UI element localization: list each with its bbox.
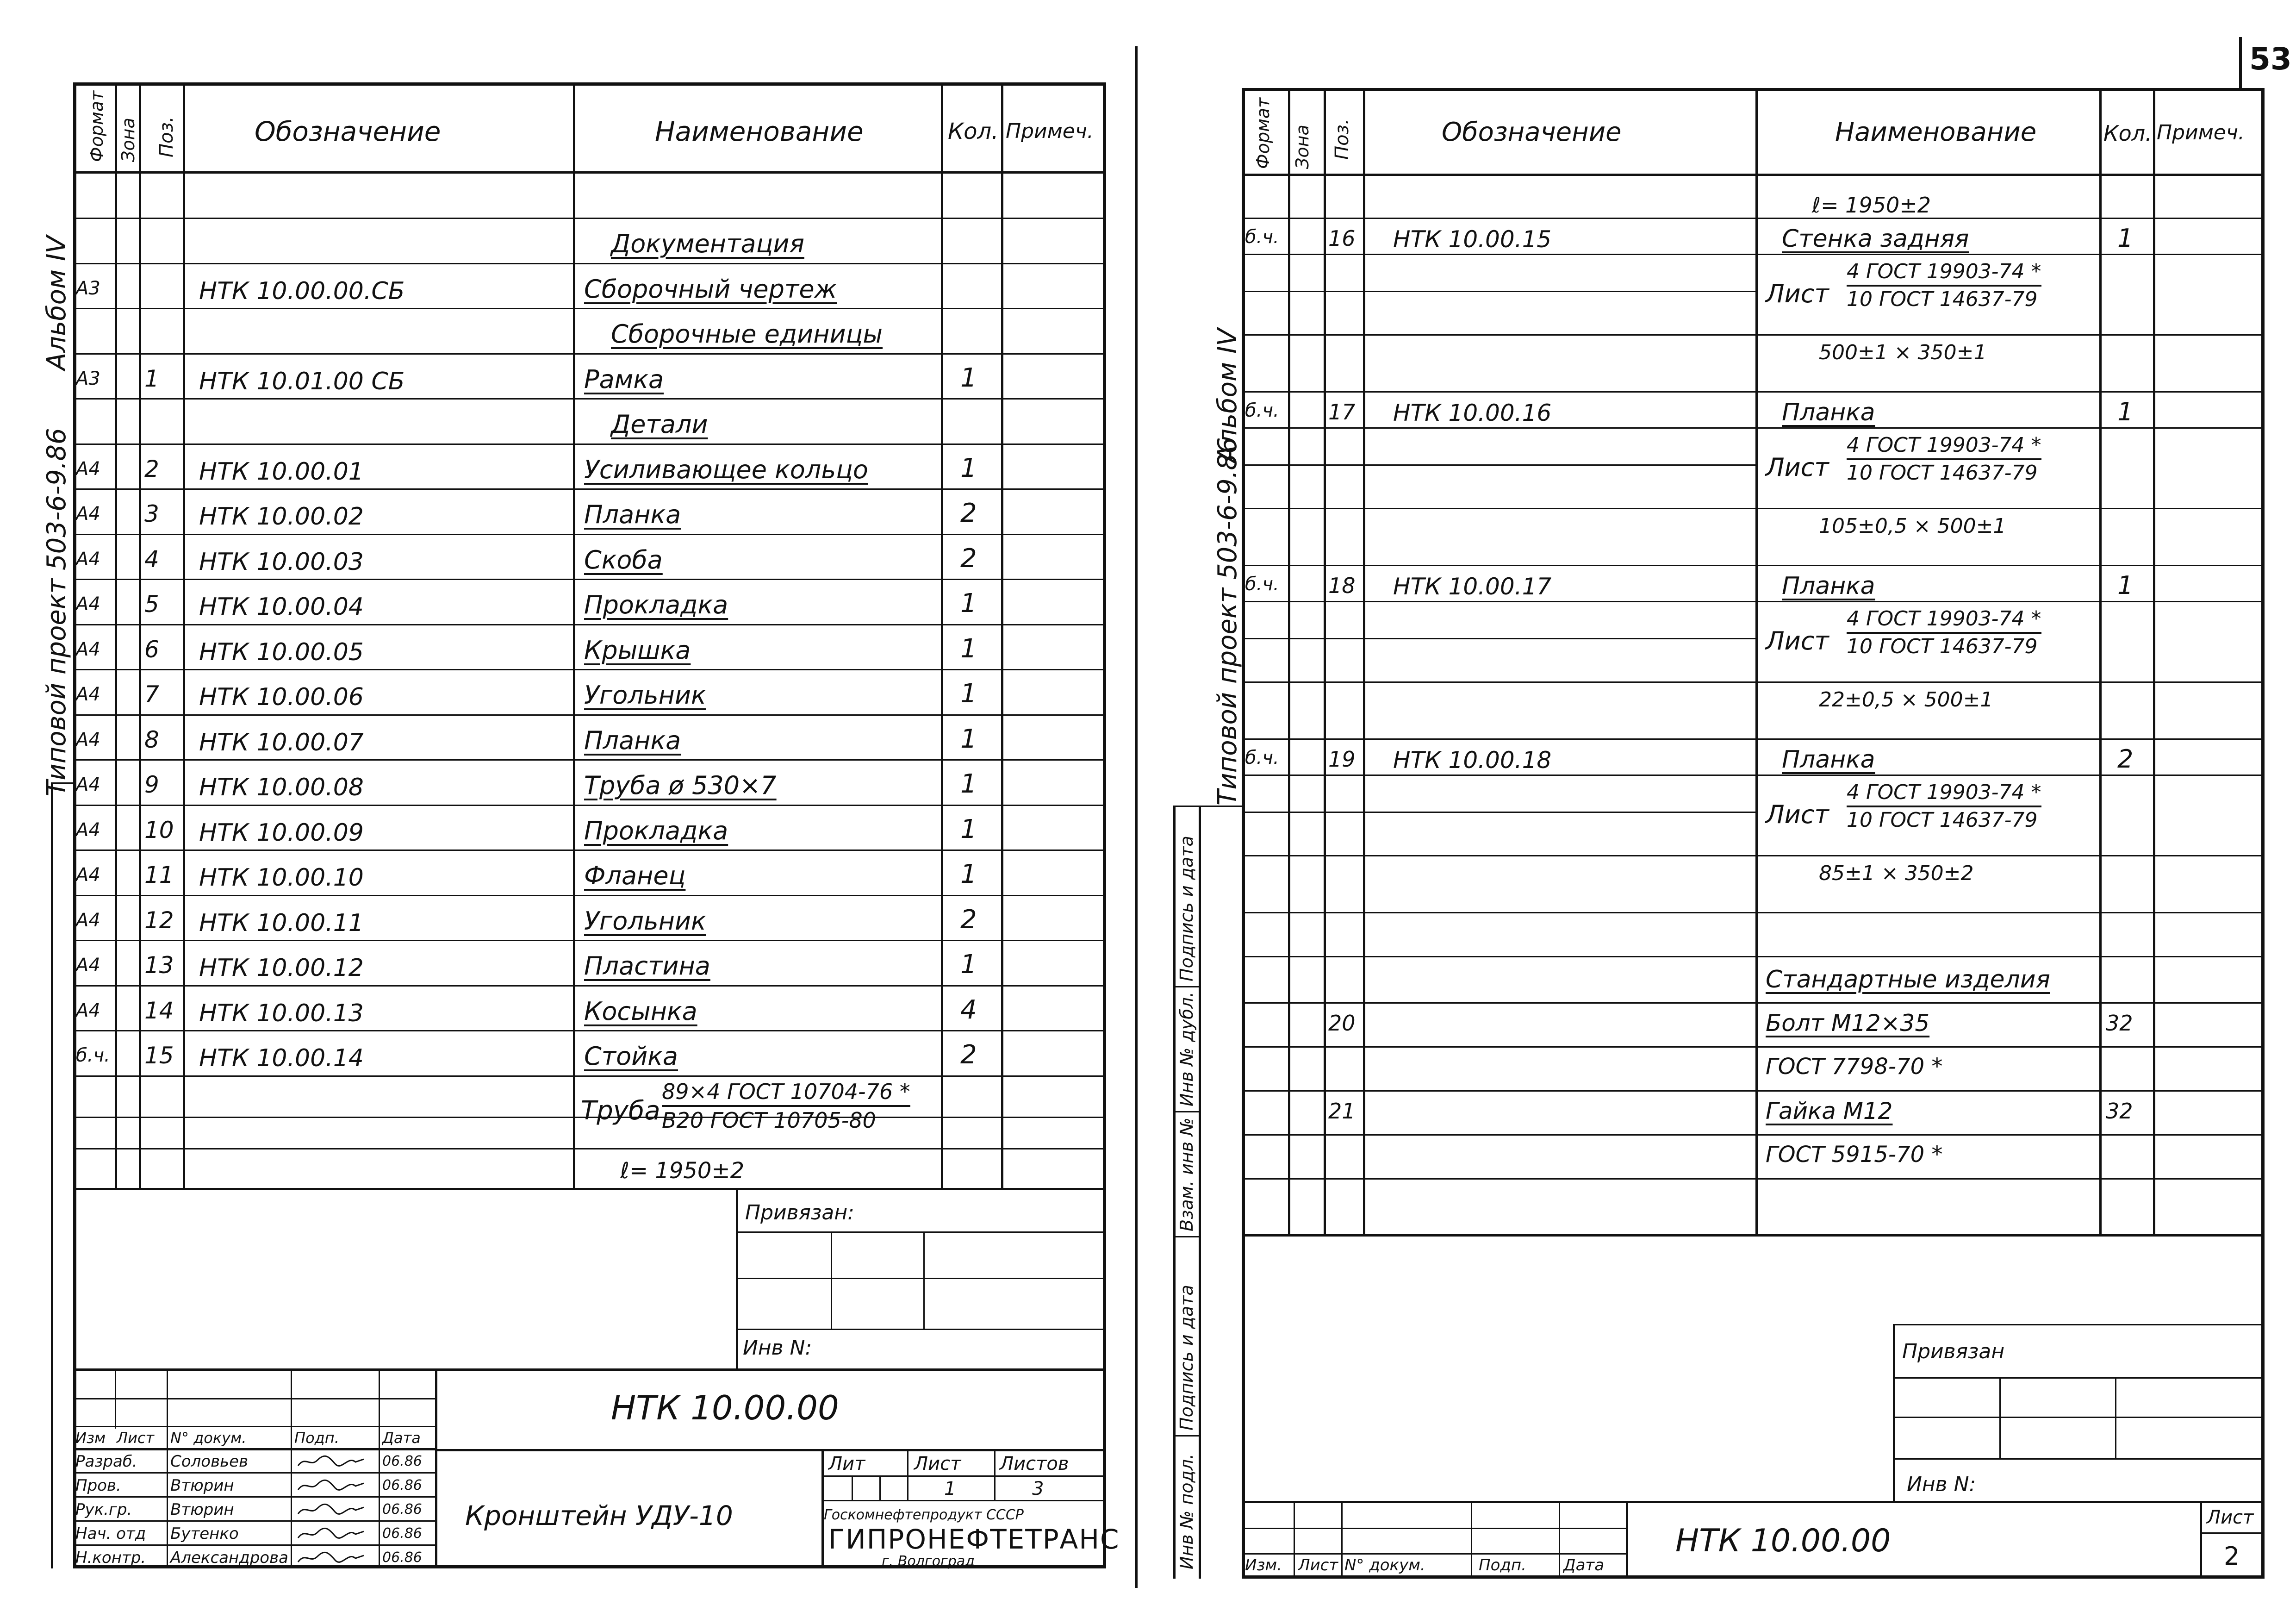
row-oboznachenie: НТК 10.00.11 (199, 909, 364, 937)
signature-date: 06.86 (382, 1453, 422, 1469)
row-oboznachenie: НТК 10.00.06 (199, 683, 364, 711)
row-naimenovanie: Планка (584, 500, 681, 529)
item-material-num: 4 ГОСТ 19903-74 * (1847, 782, 2041, 807)
item-oboznachenie: НТК 10.00.15 (1393, 226, 1552, 253)
row-format: А4 (76, 864, 100, 886)
row-naimenovanie: Косынка (584, 996, 697, 1026)
row-kol: 1 (960, 453, 977, 483)
row-kol: 1 (960, 362, 977, 393)
row-format: А4 (76, 593, 100, 615)
side-podpis-data-2: Подпись и дата (1176, 1285, 1197, 1430)
signature-name: Бутенко (170, 1524, 239, 1543)
row-poz: 5 (144, 591, 159, 618)
std-item-poz: 20 (1328, 1011, 1356, 1036)
row-oboznachenie: НТК 10.00.08 (199, 774, 364, 801)
stamp2-izm: Изм. (1245, 1556, 1282, 1574)
signature-role: Разраб. (75, 1452, 137, 1471)
sheet1-doc-code: НТК 10.00.00 (611, 1388, 839, 1427)
row-naimenovanie: Крышка (584, 635, 691, 665)
item-material-den: 10 ГОСТ 14637-79 (1847, 461, 2038, 485)
item-material-num: 4 ГОСТ 19903-74 * (1847, 609, 2041, 634)
row-oboznachenie: НТК 10.00.02 (199, 503, 364, 531)
row-kol: 2 (960, 904, 977, 935)
truba-den: В20 ГОСТ 10705-80 (662, 1108, 876, 1133)
row-poz: 1 (144, 365, 159, 392)
header-oboznachenie: Обозначение (255, 116, 441, 147)
signature-name: Втюрин (170, 1476, 234, 1495)
row-format: А4 (76, 684, 100, 705)
row-naimenovanie: Планка (584, 725, 681, 755)
std-item-kol: 32 (2106, 1099, 2133, 1124)
side-podpis-data-1: Подпись и дата (1176, 836, 1197, 981)
item-list-prefix: Лист (1766, 800, 1829, 829)
row-kol: 1 (960, 679, 977, 709)
org-line-2: ГИПРОНЕФТЕТРАНС (828, 1524, 1120, 1555)
item-size: 105±0,5 × 500±1 (1819, 514, 2006, 538)
item-list-prefix: Лист (1766, 279, 1829, 308)
row-oboznachenie: НТК 10.00.07 (199, 728, 364, 756)
row-poz: 6 (144, 636, 159, 663)
list-value: 1 (944, 1478, 956, 1499)
stamp-izm: Изм (75, 1429, 106, 1447)
row-oboznachenie: НТК 10.00.05 (199, 638, 364, 666)
row-kol: 1 (960, 633, 977, 664)
item-material (1847, 609, 2041, 657)
sheet2-doc-code: НТК 10.00.00 (1675, 1523, 1891, 1559)
item-oboznachenie: НТК 10.00.17 (1393, 573, 1552, 600)
item-poz: 16 (1328, 226, 1356, 251)
row-format: А4 (76, 729, 100, 750)
row-kol: 1 (960, 724, 977, 754)
row-kol: 1 (960, 814, 977, 844)
sheet1-privyazan: Привязан: (745, 1201, 854, 1224)
row-naimenovanie: Прокладка (584, 816, 728, 845)
signature-date: 06.86 (382, 1549, 422, 1566)
row-poz: 11 (144, 862, 174, 888)
row-oboznachenie: НТК 10.00.00.СБ (199, 277, 405, 305)
sheet2-list-num: 2 (2224, 1542, 2240, 1571)
item-naimenovanie: Планка (1782, 399, 1875, 426)
item-format: б.ч. (1245, 574, 1279, 595)
header-primech: Примеч. (1006, 119, 1094, 143)
signature-role: Н.контр. (75, 1549, 146, 1567)
item-poz: 19 (1328, 747, 1356, 772)
item-material-den: 10 ГОСТ 14637-79 (1847, 287, 2038, 311)
item-kol: 1 (2117, 397, 2134, 426)
page-number: 53 (2249, 41, 2292, 77)
std-item-naim: Болт М12×35 (1766, 1010, 1930, 1037)
item-poz: 17 (1328, 400, 1356, 425)
row-oboznachenie: НТК 10.00.10 (199, 864, 364, 892)
row-format: А3 (76, 368, 100, 389)
item-material (1847, 435, 2041, 483)
item-list-prefix: Лист (1766, 626, 1829, 656)
row-kol: 1 (960, 949, 977, 980)
signature-role: Рук.гр. (75, 1500, 132, 1519)
row-naimenovanie: Сборочные единицы (611, 319, 883, 349)
sheet2-list-label: Лист (2207, 1507, 2254, 1528)
row-poz: 3 (144, 500, 159, 527)
header-zona: Зона (118, 118, 138, 162)
row-naimenovanie: Скоба (584, 545, 663, 575)
item-poz: 18 (1328, 573, 1356, 598)
row-kol: 2 (960, 543, 977, 574)
row-format: А3 (76, 277, 100, 299)
item-format: б.ч. (1245, 226, 1279, 248)
org-line-3: г. Волгоград (882, 1553, 975, 1569)
row-poz: 7 (144, 681, 159, 708)
sheet2-inv-no: Инв N: (1907, 1473, 1976, 1496)
row-oboznachenie: НТК 10.00.01 (199, 457, 364, 486)
header-format-2: Формат (1253, 97, 1273, 169)
sheet1-inv-no: Инв N: (743, 1336, 812, 1360)
stamp-list: Лист (117, 1429, 155, 1447)
item-oboznachenie: НТК 10.00.16 (1393, 400, 1552, 426)
row-poz: 10 (144, 816, 174, 843)
std-item-poz: 21 (1328, 1099, 1356, 1124)
row-poz: 8 (144, 726, 159, 753)
row-format: А4 (76, 548, 100, 570)
row-poz: 4 (144, 545, 159, 573)
sheet2-top-length: ℓ= 1950±2 (1812, 193, 1931, 218)
row-naimenovanie: Труба ø 530×7 (584, 771, 777, 800)
item-kol: 1 (2117, 571, 2134, 600)
row-format: б.ч. (76, 1045, 110, 1066)
side-inv-dubl: Инв № дубл. (1176, 992, 1197, 1106)
item-size: 22±0,5 × 500±1 (1819, 688, 1993, 712)
header-naimenovanie-2: Наименование (1835, 117, 2037, 147)
row-oboznachenie: НТК 10.00.04 (199, 593, 364, 621)
row-naimenovanie: Документация (611, 229, 804, 258)
sheet1-length: ℓ= 1950±2 (620, 1158, 745, 1184)
row-oboznachenie: НТК 10.00.13 (199, 999, 364, 1027)
project-label-2: Типовой проект 503-6-9.86 (1213, 437, 1243, 806)
signature-role: Нач. отд (75, 1524, 146, 1543)
row-naimenovanie: Сборочный чертеж (584, 274, 837, 304)
row-oboznachenie: НТК 10.00.09 (199, 818, 364, 847)
row-kol: 2 (960, 1040, 977, 1070)
row-oboznachenie: НТК 10.00.14 (199, 1044, 364, 1072)
row-format: А4 (76, 999, 100, 1021)
item-size: 500±1 × 350±1 (1819, 341, 1987, 364)
std-item-gost: ГОСТ 7798-70 * (1766, 1054, 1943, 1080)
row-naimenovanie: Пластина (584, 951, 710, 981)
side-inv-podl: Инв № подл. (1176, 1453, 1197, 1569)
product-name: Кронштейн УДУ-10 (465, 1500, 733, 1531)
stamp-ndokum: N° докум. (170, 1429, 247, 1447)
header-naimenovanie: Наименование (655, 116, 864, 147)
row-poz: 12 (144, 906, 174, 934)
row-format: А4 (76, 819, 100, 841)
row-format: А4 (76, 503, 100, 525)
signature-date: 06.86 (382, 1477, 422, 1493)
org-line-1: Госкомнефтепродукт СССР (824, 1507, 1024, 1523)
item-oboznachenie: НТК 10.00.18 (1393, 747, 1552, 774)
side-vzam-inv: Взам. инв № (1176, 1118, 1197, 1231)
item-size: 85±1 × 350±2 (1819, 862, 1974, 885)
row-format: А4 (76, 638, 100, 660)
row-kol: 4 (960, 994, 977, 1025)
signature-date: 06.86 (382, 1525, 422, 1542)
item-kol: 1 (2117, 224, 2134, 253)
item-material (1847, 782, 2041, 831)
std-item-kol: 32 (2106, 1011, 2133, 1036)
stamp2-podp: Подп. (1479, 1556, 1526, 1574)
header-kol: Кол. (948, 119, 999, 144)
item-material-num: 4 ГОСТ 19903-74 * (1847, 262, 2041, 287)
header-primech-2: Примеч. (2157, 121, 2245, 144)
truba-num: 89×4 ГОСТ 10704-76 * (662, 1081, 910, 1107)
header-format: Формат (87, 90, 107, 162)
stamp-podp: Подп. (294, 1429, 339, 1447)
item-format: б.ч. (1245, 747, 1279, 768)
stamp2-ndokum: N° докум. (1344, 1556, 1425, 1574)
row-format: А4 (76, 955, 100, 976)
item-format: б.ч. (1245, 400, 1279, 421)
std-heading: Стандартные изделия (1766, 966, 2050, 993)
list-label: Лист (914, 1453, 961, 1474)
row-naimenovanie: Угольник (584, 681, 706, 710)
row-format: А4 (76, 774, 100, 795)
row-naimenovanie: Рамка (584, 364, 664, 394)
stamp2-data: Дата (1563, 1556, 1605, 1574)
row-poz: 2 (144, 455, 159, 482)
row-poz: 15 (144, 1042, 174, 1069)
item-naimenovanie: Планка (1782, 572, 1875, 600)
item-list-prefix: Лист (1766, 453, 1829, 482)
signature-name: Соловьев (170, 1452, 249, 1471)
listov-label: Листов (1000, 1453, 1069, 1474)
row-poz: 9 (144, 771, 159, 798)
item-material-den: 10 ГОСТ 14637-79 (1847, 808, 2038, 832)
item-kol: 2 (2117, 744, 2134, 774)
project-label-1: Типовой проект 503-6-9.86 (42, 428, 72, 796)
row-format: А4 (76, 458, 100, 480)
signature-name: Втюрин (170, 1500, 234, 1519)
lit-label: Лит (828, 1453, 865, 1474)
header-poz: Поз. (156, 116, 177, 157)
row-format: А4 (76, 909, 100, 931)
header-zona-2: Зона (1292, 125, 1313, 169)
header-oboznachenie-2: Обозначение (1442, 117, 1622, 147)
row-naimenovanie: Усиливающее кольцо (584, 455, 868, 484)
row-naimenovanie: Угольник (584, 906, 706, 936)
row-naimenovanie: Стойка (584, 1042, 678, 1071)
row-poz: 13 (144, 952, 174, 979)
signature-name: Александрова (170, 1549, 288, 1567)
signature-role: Пров. (75, 1476, 121, 1495)
std-item-naim: Гайка М12 (1766, 1098, 1893, 1124)
item-material (1847, 262, 2041, 310)
item-material-den: 10 ГОСТ 14637-79 (1847, 635, 2038, 658)
stamp-data: Дата (382, 1429, 421, 1447)
item-naimenovanie: Планка (1782, 746, 1875, 774)
sheet2-privyazan: Привязан (1902, 1340, 2005, 1363)
header-poz-2: Поз. (1332, 119, 1353, 160)
item-material-num: 4 ГОСТ 19903-74 * (1847, 435, 2041, 460)
row-oboznachenie: НТК 10.00.12 (199, 954, 364, 982)
sheet2-frame (1242, 88, 2265, 1579)
truba-prefix: Труба (581, 1096, 660, 1126)
row-kol: 1 (960, 769, 977, 799)
row-poz: 14 (144, 997, 174, 1024)
std-item-gost: ГОСТ 5915-70 * (1766, 1142, 1943, 1168)
album-label-2: Альбом IV (1213, 328, 1243, 463)
row-kol: 1 (960, 588, 977, 618)
signature-date: 06.86 (382, 1501, 422, 1518)
listov-value: 3 (1032, 1478, 1044, 1499)
album-label-1: Альбом IV (42, 236, 72, 370)
item-naimenovanie: Стенка задняя (1782, 225, 1969, 253)
row-naimenovanie: Фланец (584, 861, 686, 890)
row-kol: 1 (960, 859, 977, 889)
row-naimenovanie: Детали (611, 410, 708, 439)
header-kol-2: Кол. (2103, 121, 2152, 146)
stamp2-list: Лист (1298, 1556, 1338, 1574)
row-oboznachenie: НТК 10.01.00 СБ (199, 367, 405, 395)
row-oboznachenie: НТК 10.00.03 (199, 548, 364, 576)
row-kol: 2 (960, 498, 977, 528)
row-naimenovanie: Прокладка (584, 590, 728, 619)
